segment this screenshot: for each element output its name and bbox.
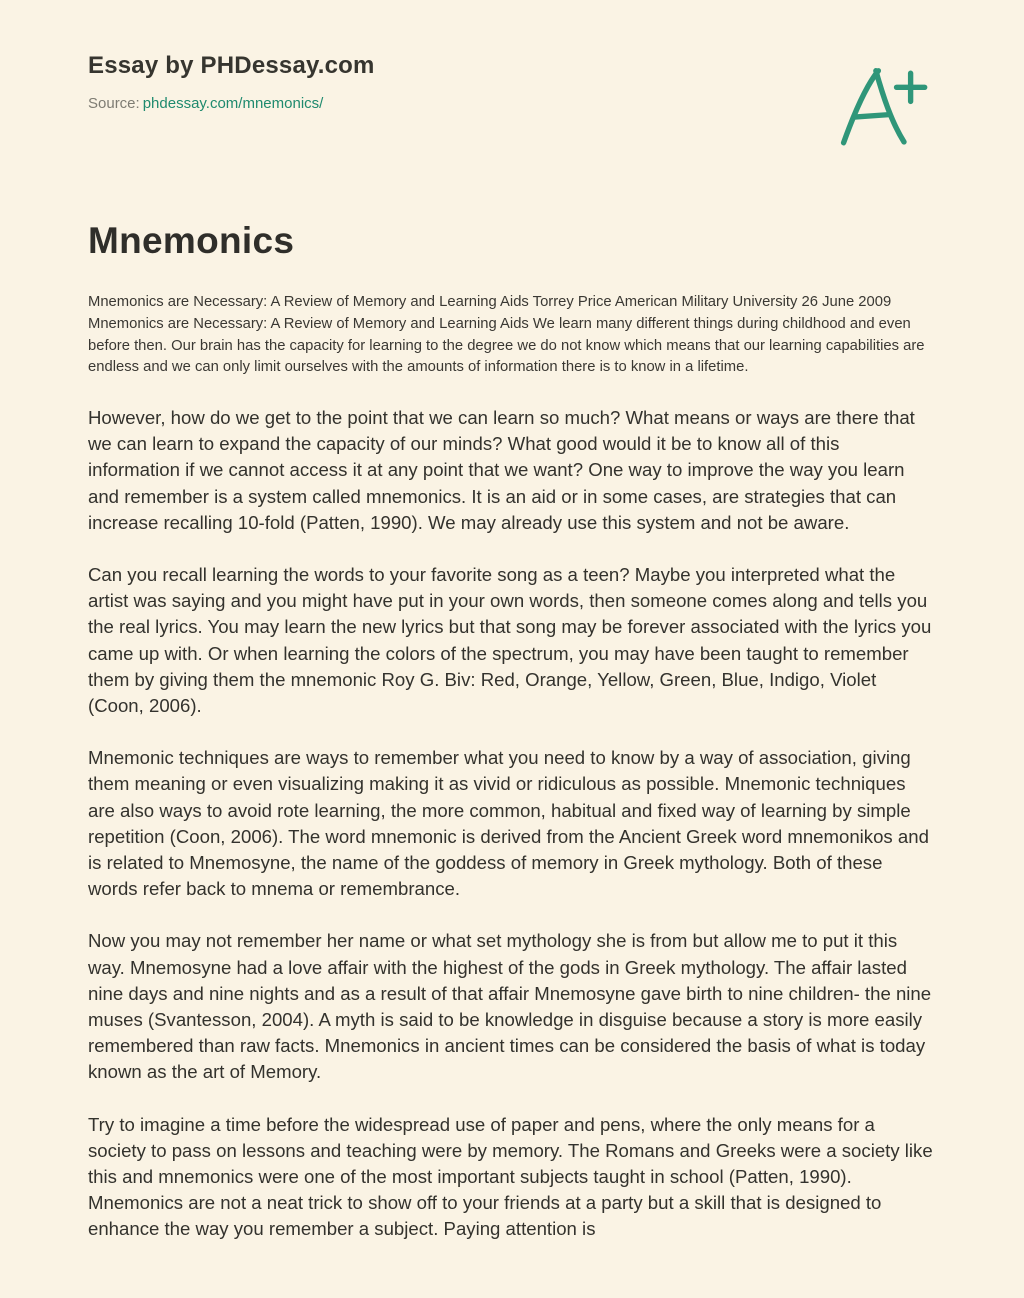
page-header <box>88 52 936 158</box>
essay-abstract: Mnemonics are Necessary: A Review of Memory and Learning Aids Torrey Price American Military University 26 June 2009 Mnemonics are Necessary: A Review of Memory and Learning Aids We learn many different things during childhood and even before then. Our brain has the capacity for learning to the degree we do not know which means that our learning capabilities are endless and we can only limit ourselves with the amounts of information there is to know in a lifetime. <box>88 294 925 376</box>
source-link[interactable]: phdessay.com/mnemonics/ <box>142 95 324 112</box>
essay-paragraph: Mnemonic techniques are ways to remember what you need to know by a way of association, giving them meaning or even visualizing making it as vivid or ridiculous as possible. Mnemonic techniques are also ways to avoid rote learning, the more common, habitual and fixed way of learning by simple repetition (Coon, 2006). The word mnemonic is derived from the Ancient Greek word mnemonikos and is related to Mnemosyne, the name of the goddess of memory in Greek mythology. Both of these words refer back to mnema or remembrance. <box>88 747 929 900</box>
essay-body <box>88 220 936 1243</box>
source-line <box>88 95 375 112</box>
essay-paragraph: Now you may not remember her name or what set mythology she is from but allow me to put it this way. Mnemosyne had a love affair with the highest of the gods in Greek mythology. The affair lasted nine days and nine nights and as a result of that affair Mnemosyne gave birth to nine children- the nine muses (Svantesson, 2004). A myth is said to be knowledge in disguise because a story is more easily remembered than raw facts. Mnemonics in ancient times can be considered the basis of what is today known as the art of Memory. <box>88 930 932 1083</box>
phdessay-logo <box>832 58 928 158</box>
essay-paragraph: Try to imagine a time before the widespread use of paper and pens, where the only means for a society to pass on lessons and teaching were by memory. The Romans and Greeks were a society like this and mnemonics were one of the most important subjects taught in school (Patten, 1990). Mnemonics are not a neat trick to show off to your friends at a party but a skill that is designed to enhance the way you remember a subject. Paying attention is <box>88 1113 933 1240</box>
essay-title: Mnemonics <box>88 220 295 261</box>
essay-paragraph: Can you recall learning the words to your favorite song as a teen? Maybe you interpreted what the artist was saying and you might have put in your own words, then someone comes along and tells you the real lyrics. You may learn the new lyrics but that song may be forever associated with the lyrics you came up with. Or when learning the colors of the spectrum, you may have been taught to remember them by giving them the mnemonic Roy G. Biv: Red, Orange, Yellow, Green, Blue, Indigo, Violet (Coon, 2006). <box>88 564 932 717</box>
source-label: Source: <box>88 95 140 112</box>
a-plus-icon <box>832 58 928 158</box>
essay-paragraph: However, how do we get to the point that we can learn so much? What means or ways are there that we can learn to expand the capacity of our minds? What good would it be to know all of this information if we cannot access it at any point that we want? One way to improve the way you learn and remember is a system called mnemonics. It is an aid or in some cases, are strategies that can increase recalling 10-fold (Patten, 1990). We may already use this system and not be aware. <box>88 407 915 533</box>
header-text-block <box>88 52 375 112</box>
site-title: Essay by PHDessay.com <box>88 52 375 79</box>
